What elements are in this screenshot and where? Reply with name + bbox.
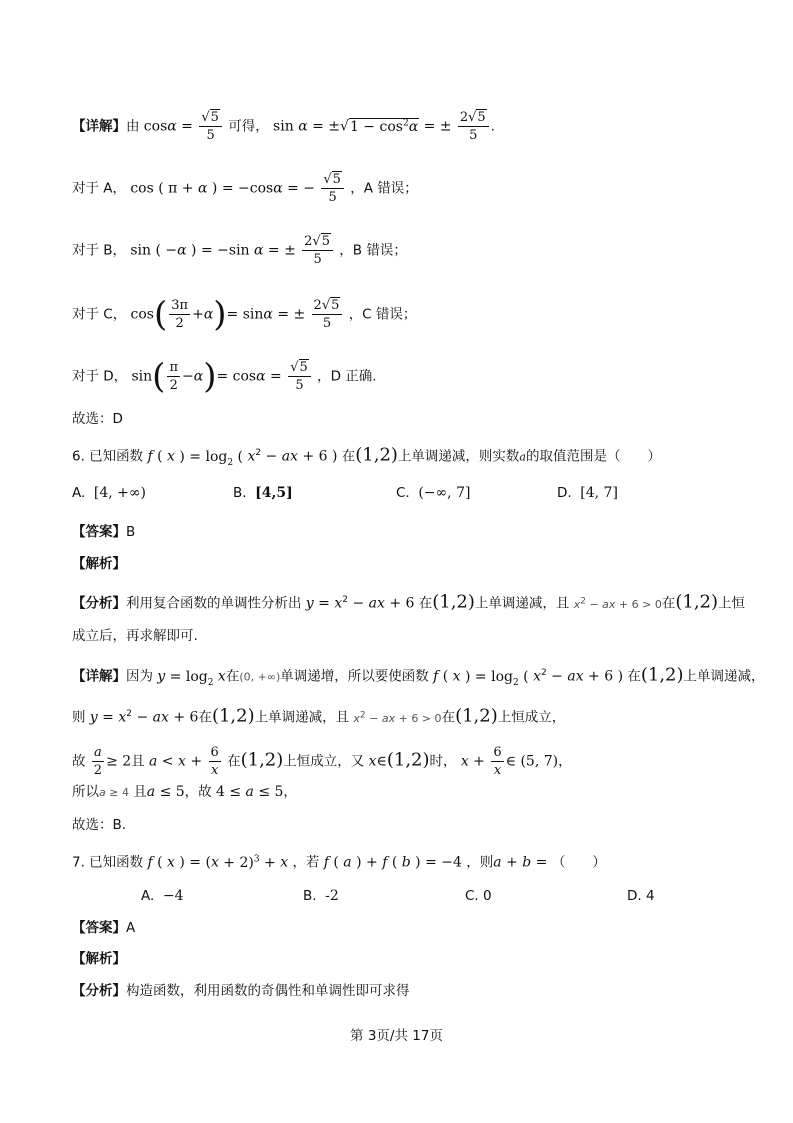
q6-option-d: D. [4, 7] (557, 485, 618, 501)
case-d-line: 对于 D， sin( $\frac{\pi}{2}$ −α)= cosα = $\frac{√5}{5}$ ，D 正确. (72, 356, 377, 397)
q7-answer: 【答案】A (72, 920, 136, 936)
case-c-line: 对于 C， cos( $\frac{3\pi}{2}$ +α)= sinα = ± $\frac{2√5}{5}$ ，C 错误； (72, 294, 417, 335)
q7-option-d: D. 4 (627, 888, 655, 904)
q6-analysis-label: 【解析】 (72, 556, 126, 572)
q6-answer: 【答案】B (72, 524, 136, 540)
q7-option-c: C. 0 (465, 888, 492, 904)
q7-option-b: B. -2 (303, 888, 339, 904)
q7-option-a: A. −4 (141, 888, 184, 904)
q7-fenxi: 【分析】构造函数，利用函数的奇偶性和单调性即可求得 (72, 983, 410, 999)
q6-choose: 故选：B. (72, 817, 127, 833)
q6-detail-line-1: 【详解】因为 $y = \log_2 x$在(0, +∞)单调递增，所以要使函数 f ( x ) = $\log_2$ ( $x^2$ − ax + 6 ) 在(1,2)上单调递减， (72, 664, 765, 688)
q6-option-c: C. (−∞, 7] (396, 485, 471, 501)
q6-stem: 6. 已知函数 f ( x ) = $\log_2$ ( $x^2$ − ax + 6 ) 在(1,2)上单调递减，则实数a的取值范围是（ ） (72, 444, 661, 468)
q6-fenxi-line-1: 【分析】利用复合函数的单调性分析出 $y = x^2$ − ax + 6 在(1,2)上单调递减，且 $x^2$ − ax + 6 > 0在(1,2)上恒 (72, 591, 746, 613)
q6-detail-line-3: 故 $\frac{a}{2}$ ≥ 2且 a < x + $\frac{6}{x}$ 在(1,2)上恒成立，又 x∈(1,2)时， x + $\frac{6}{x}$ ∈ (5, 7)， (72, 745, 572, 778)
q6-fenxi-line-2: 成立后，再求解即可. (72, 628, 198, 644)
q7-stem: 7. 已知函数 f ( x ) = $(x + 2)^3 + x$ ，若 f ( a ) + f ( b ) = −4 ，则a + b = （ ） (72, 854, 606, 871)
page-footer: 第 3页/共 17页 (350, 1028, 443, 1044)
q6-option-b: B. [4,5] (233, 485, 293, 501)
q6-detail-line-4: 所以a ≥ 4 且a ≤ 5，故 4 ≤ a ≤ 5， (72, 784, 297, 800)
case-a-line: 对于 A， cos ( π + α ) = −cosα = − $\frac{√5}{5}$ ，A 错误； (72, 172, 418, 205)
case-b-line: 对于 B， sin ( −α ) = −sin α = ± $\frac{2√5}{5}$ ，B 错误； (72, 234, 407, 267)
q7-analysis-label: 【解析】 (72, 951, 126, 967)
q6-option-a: A. [4, +∞) (72, 485, 147, 501)
choose-d: 故选：D (72, 411, 123, 427)
detail-line-1: 【详解】由 cosα = $\frac{√5}{5}$ 可得， $\sin \alpha = \pm√1 - \cos^2\alpha$ = ± $\frac{2√5}{5}$ . (72, 110, 495, 143)
q6-detail-line-2: 则 $y = x^2$ − ax + 6在(1,2)上单调递减，且 $x^2$ − ax + 6 > 0在(1,2)上恒成立， (72, 705, 566, 727)
detail-label: 【详解】 (72, 118, 126, 135)
